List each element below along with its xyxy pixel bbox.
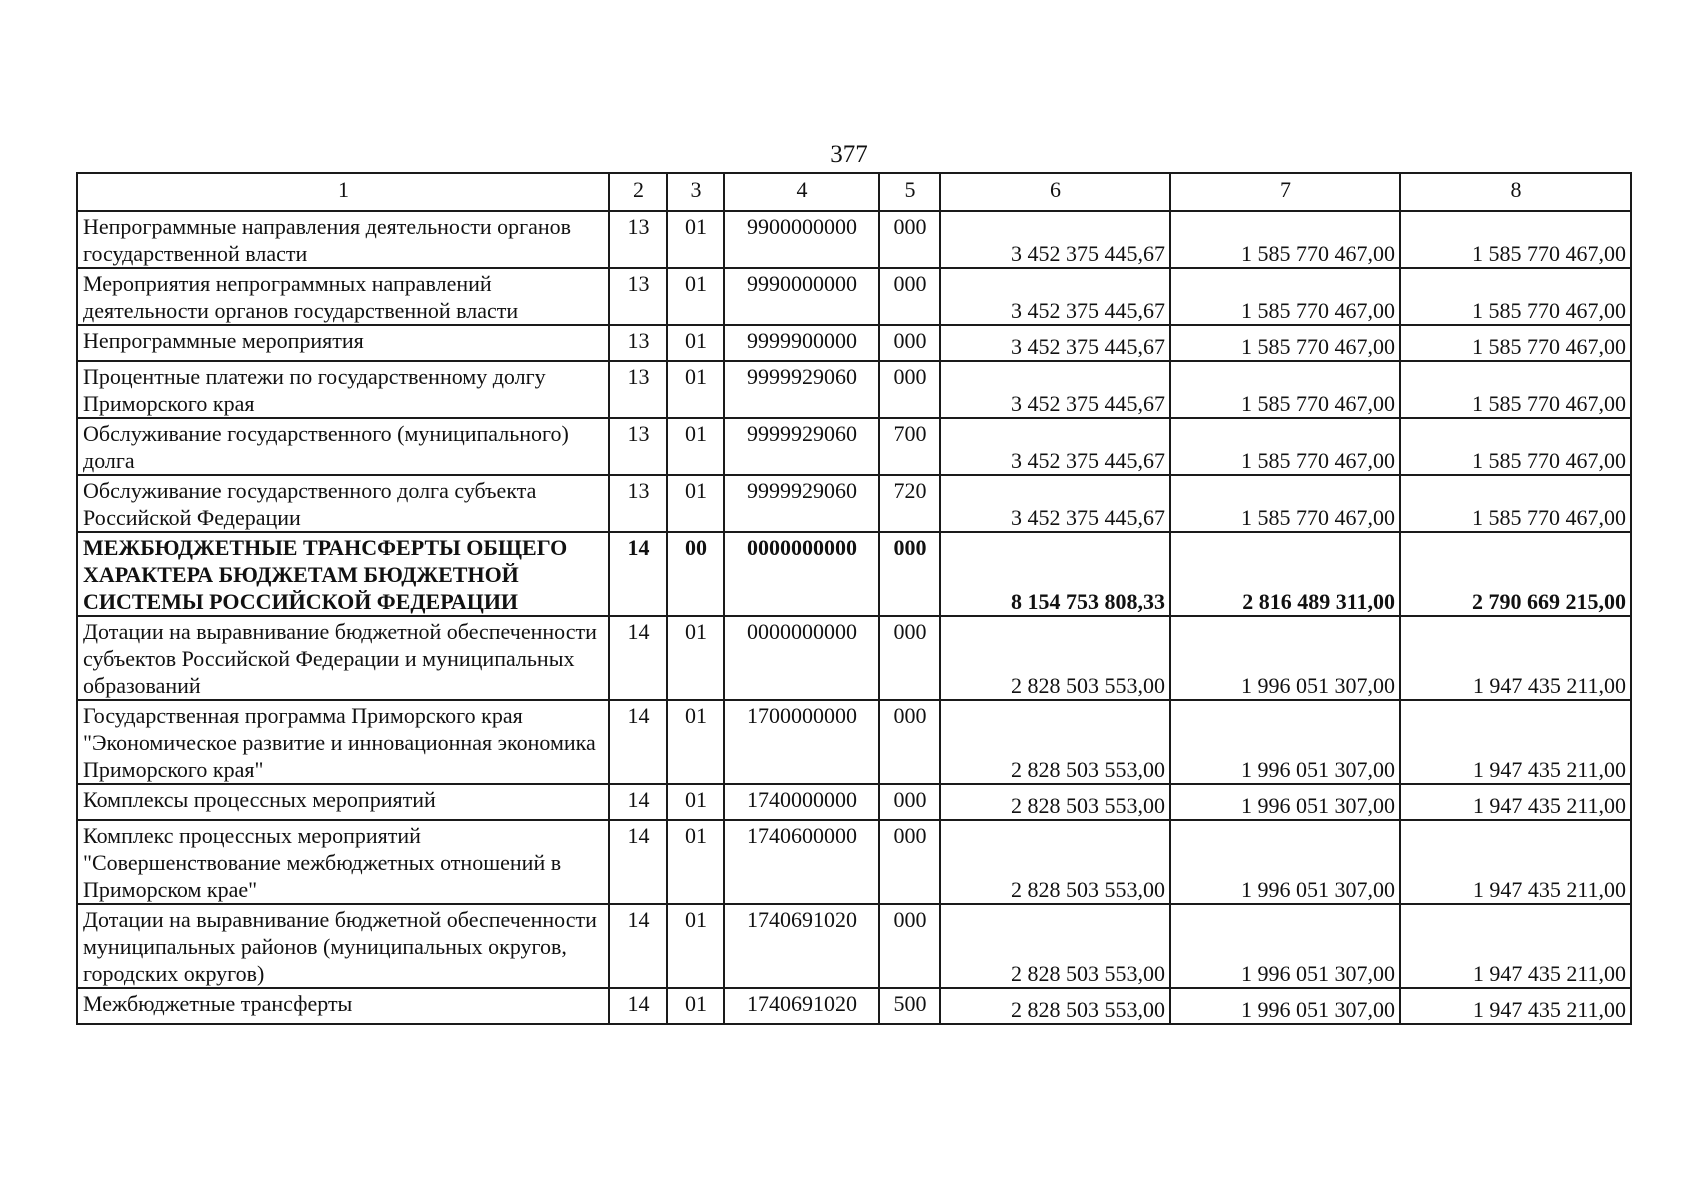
header-col-5: 5 [879,173,940,211]
row-amount-6: 2 828 503 553,00 [940,616,1170,700]
table-row [77,904,1631,988]
row-subsection: 01 [667,418,724,475]
row-subsection: 01 [667,820,724,904]
row-amount-6: 2 828 503 553,00 [940,904,1170,988]
row-name: Комплекс процессных мероприятий "Совершенствование межбюджетных отношений в Приморском крае" [77,820,609,904]
header-col-8: 8 [1400,173,1631,211]
row-target-code: 1740000000 [724,784,879,820]
row-target-code: 9999929060 [724,418,879,475]
row-subsection: 01 [667,325,724,361]
row-expense-type: 720 [879,475,940,532]
row-section: 14 [609,532,667,616]
row-expense-type: 000 [879,361,940,418]
row-subsection: 01 [667,700,724,784]
row-amount-8: 1 947 435 211,00 [1400,784,1631,820]
row-section: 14 [609,988,667,1024]
row-subsection: 01 [667,904,724,988]
table-row-section-total [77,532,1631,616]
row-target-code: 9999929060 [724,361,879,418]
table-row [77,268,1631,325]
row-subsection: 01 [667,784,724,820]
row-name: Комплексы процессных мероприятий [77,784,609,820]
table-row [77,700,1631,784]
row-amount-7: 1 585 770 467,00 [1170,418,1400,475]
row-subsection: 00 [667,532,724,616]
row-expense-type: 000 [879,700,940,784]
table-row [77,616,1631,700]
row-section: 13 [609,418,667,475]
row-amount-6: 3 452 375 445,67 [940,361,1170,418]
row-amount-6: 2 828 503 553,00 [940,700,1170,784]
header-col-7: 7 [1170,173,1400,211]
row-amount-7: 1 996 051 307,00 [1170,616,1400,700]
row-name: Обслуживание государственного (муниципального) долга [77,418,609,475]
row-amount-8: 2 790 669 215,00 [1400,532,1631,616]
row-section: 14 [609,784,667,820]
table-row [77,820,1631,904]
row-amount-6: 3 452 375 445,67 [940,475,1170,532]
row-name: Дотации на выравнивание бюджетной обеспеченности субъектов Российской Федерации и муниципальных образований [77,616,609,700]
row-amount-8: 1 585 770 467,00 [1400,361,1631,418]
row-target-code: 1740600000 [724,820,879,904]
table-row [77,361,1631,418]
row-amount-7: 1 585 770 467,00 [1170,475,1400,532]
row-amount-8: 1 947 435 211,00 [1400,988,1631,1024]
header-col-3: 3 [667,173,724,211]
row-name: МЕЖБЮДЖЕТНЫЕ ТРАНСФЕРТЫ ОБЩЕГО ХАРАКТЕРА БЮДЖЕТАМ БЮДЖЕТНОЙ СИСТЕМЫ РОССИЙСКОЙ ФЕДЕРАЦИИ [77,532,609,616]
page-number: 377 [830,141,868,168]
row-amount-8: 1 585 770 467,00 [1400,418,1631,475]
row-section: 13 [609,325,667,361]
row-expense-type: 000 [879,616,940,700]
row-name: Дотации на выравнивание бюджетной обеспеченности муниципальных районов (муниципальных округов, городских округов) [77,904,609,988]
row-subsection: 01 [667,988,724,1024]
row-amount-8: 1 585 770 467,00 [1400,268,1631,325]
row-expense-type: 000 [879,820,940,904]
row-amount-8: 1 947 435 211,00 [1400,616,1631,700]
row-section: 14 [609,820,667,904]
row-target-code: 1740691020 [724,904,879,988]
row-amount-8: 1 947 435 211,00 [1400,700,1631,784]
row-section: 14 [609,700,667,784]
row-amount-8: 1 585 770 467,00 [1400,325,1631,361]
row-expense-type: 000 [879,268,940,325]
row-amount-7: 1 585 770 467,00 [1170,268,1400,325]
table-row [77,325,1631,361]
table-row [77,418,1631,475]
row-section: 13 [609,211,667,268]
row-expense-type: 000 [879,904,940,988]
row-name: Межбюджетные трансферты [77,988,609,1024]
row-name: Непрограммные направления деятельности органов государственной власти [77,211,609,268]
row-amount-6: 3 452 375 445,67 [940,325,1170,361]
row-expense-type: 000 [879,211,940,268]
table-row [77,475,1631,532]
row-section: 14 [609,616,667,700]
row-section: 14 [609,904,667,988]
row-section: 13 [609,268,667,325]
row-expense-type: 700 [879,418,940,475]
row-target-code: 9999900000 [724,325,879,361]
row-expense-type: 000 [879,784,940,820]
row-expense-type: 500 [879,988,940,1024]
row-name: Мероприятия непрограммных направлений деятельности органов государственной власти [77,268,609,325]
row-amount-7: 1 996 051 307,00 [1170,784,1400,820]
row-amount-6: 3 452 375 445,67 [940,418,1170,475]
row-amount-7: 1 996 051 307,00 [1170,700,1400,784]
row-section: 13 [609,475,667,532]
row-amount-8: 1 585 770 467,00 [1400,211,1631,268]
row-subsection: 01 [667,616,724,700]
header-col-6: 6 [940,173,1170,211]
row-amount-6: 2 828 503 553,00 [940,784,1170,820]
row-target-code: 9990000000 [724,268,879,325]
row-amount-6: 2 828 503 553,00 [940,988,1170,1024]
row-target-code: 0000000000 [724,532,879,616]
row-amount-6: 3 452 375 445,67 [940,211,1170,268]
row-target-code: 1740691020 [724,988,879,1024]
row-name: Непрограммные мероприятия [77,325,609,361]
row-amount-8: 1 947 435 211,00 [1400,820,1631,904]
row-amount-7: 1 585 770 467,00 [1170,361,1400,418]
table-row [77,988,1631,1024]
row-amount-6: 3 452 375 445,67 [940,268,1170,325]
row-expense-type: 000 [879,532,940,616]
row-amount-7: 1 585 770 467,00 [1170,211,1400,268]
row-name: Государственная программа Приморского края "Экономическое развитие и инновационная экономика Приморского края" [77,700,609,784]
row-target-code: 0000000000 [724,616,879,700]
row-name: Обслуживание государственного долга субъекта Российской Федерации [77,475,609,532]
row-amount-8: 1 585 770 467,00 [1400,475,1631,532]
row-target-code: 9900000000 [724,211,879,268]
row-expense-type: 000 [879,325,940,361]
row-amount-7: 1 996 051 307,00 [1170,904,1400,988]
row-amount-7: 1 585 770 467,00 [1170,325,1400,361]
row-subsection: 01 [667,268,724,325]
row-section: 13 [609,361,667,418]
row-subsection: 01 [667,361,724,418]
row-amount-6: 2 828 503 553,00 [940,820,1170,904]
row-target-code: 9999929060 [724,475,879,532]
row-amount-7: 1 996 051 307,00 [1170,988,1400,1024]
row-amount-6: 8 154 753 808,33 [940,532,1170,616]
header-row [77,173,1631,211]
row-amount-7: 1 996 051 307,00 [1170,820,1400,904]
header-col-2: 2 [609,173,667,211]
row-amount-8: 1 947 435 211,00 [1400,904,1631,988]
row-subsection: 01 [667,475,724,532]
row-subsection: 01 [667,211,724,268]
table-row [77,211,1631,268]
header-col-1: 1 [77,173,609,211]
row-name: Процентные платежи по государственному долгу Приморского края [77,361,609,418]
row-amount-7: 2 816 489 311,00 [1170,532,1400,616]
row-target-code: 1700000000 [724,700,879,784]
header-col-4: 4 [724,173,879,211]
table-row [77,784,1631,820]
budget-table [76,172,1632,1025]
